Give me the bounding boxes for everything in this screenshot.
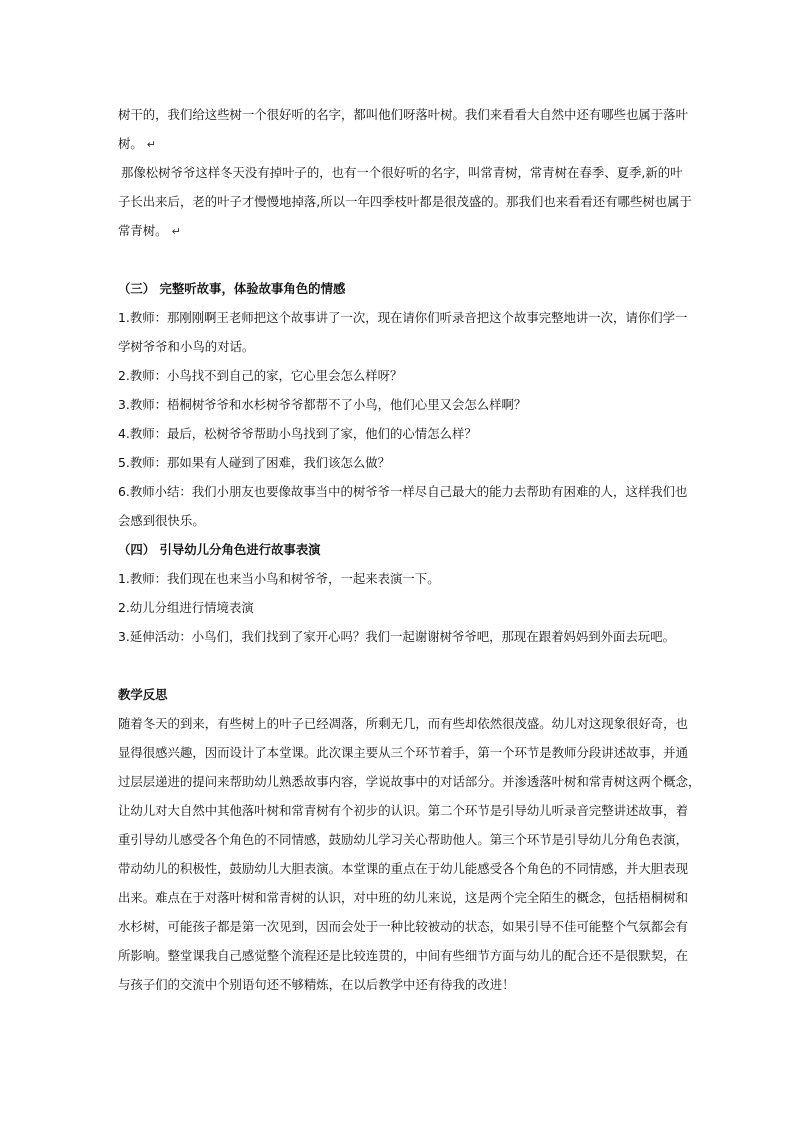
text-line: 显得很感兴趣，因而设计了本堂课。此次课主要从三个环节着手，第一个环节是教师分段讲述故事，并通 — [118, 745, 688, 760]
section-4-title: （四） 引导幼儿分角色进行故事表演 — [118, 542, 321, 557]
text-line: 子长出来后，老的叶子才慢慢地掉落,所以一年四季枝叶都是很茂盛的。那我们也来看看还有哪些树也属于 — [118, 194, 692, 209]
text-line: 4.教师：最后，松树爷爷帮助小鸟找到了家，他们的心情怎么样？ — [118, 426, 477, 441]
text-line: 5.教师：那如果有人碰到了困难，我们该怎么做？ — [118, 455, 391, 470]
intro-section — [118, 100, 692, 245]
text-line: 与孩子们的交流中个别语句还不够精炼，在以后教学中还有待我的改进！ — [118, 977, 515, 992]
text-line — [118, 216, 680, 245]
text-line: 2.教师：小鸟找不到自己的家，它心里会怎么样呀？ — [118, 368, 403, 383]
text-line: 所影响。整堂课我自己感觉整个流程还是比较连贯的，中间有些细节方面与幼儿的配合还不是很默契，在 — [118, 948, 688, 963]
text-line: 6.教师小结：我们小朋友也要像故事当中的树爷爷一样尽自己最大的能力去帮助有困难的人，这样我们也 — [118, 484, 688, 499]
section-4 — [118, 535, 680, 651]
spacer — [118, 245, 680, 274]
text-line: 过层层递进的提问来帮助幼儿熟悉故事内容，学说故事中的对话部分。并渗透落叶树和常青树这两个概念， — [118, 774, 701, 789]
paragraph-mark-icon: ↵ — [146, 138, 156, 151]
text-line — [118, 129, 680, 158]
reflection-title: 教学反思 — [118, 687, 168, 702]
text-line: 带动幼儿的积极性，鼓励幼儿大胆表演。本堂课的重点在于幼儿能感受各个角色的不同情感，并大胆表现 — [118, 861, 688, 876]
text-line: 水杉树，可能孩子都是第一次见到，因而会处于一种比较被动的状态，如果引导不佳可能整个气氛都会有 — [118, 919, 688, 934]
text-line: 学树爷爷和小鸟的对话。 — [118, 339, 255, 354]
paragraph-mark-icon: ↵ — [171, 225, 181, 238]
reflection-section — [118, 680, 701, 999]
text-line: 会感到很快乐。 — [118, 513, 205, 528]
text-line: 重引导幼儿感受各个角色的不同情感，鼓励幼儿学习关心帮助他人。第三个环节是引导幼儿分角色表演， — [118, 832, 688, 847]
text-line: 树干的，我们给这些树一个很好听的名字，都叫他们呀落叶树。我们来看看大自然中还有哪些也属于落叶 — [118, 107, 688, 122]
text-line: 让幼儿对大自然中其他落叶树和常青树有个初步的认识。第二个环节是引导幼儿听录音完整讲述故事，着 — [118, 803, 688, 818]
text-line: 随着冬天的到来，有些树上的叶子已经凋落，所剩无几，而有些却依然很茂盛。幼儿对这现象很好奇，也 — [118, 716, 688, 731]
text-line: 1.教师：我们现在也来当小鸟和树爷爷，一起来表演一下。 — [118, 571, 440, 586]
text-line: 那像松树爷爷这样冬天没有掉叶子的，也有一个很好听的名字，叫常青树，常青树在春季、夏季,新的叶 — [121, 165, 683, 180]
document-page — [118, 100, 701, 999]
text-span: 常青树。 — [118, 223, 168, 238]
section-3-title: （三） 完整听故事，体验故事角色的情感 — [118, 281, 346, 296]
text-line: 1.教师：那刚刚啊王老师把这个故事讲了一次，现在请你们听录音把这个故事完整地讲一次，请你们学一 — [118, 310, 688, 325]
text-line: 出来。难点在于对落叶树和常青树的认识，对中班的幼儿来说，这是两个完全陌生的概念，包括梧桐树和 — [118, 890, 688, 905]
text-span: 树。 — [118, 136, 143, 151]
text-line: 2.幼儿分组进行情境表演 — [118, 600, 254, 615]
text-line: 3.教师：梧桐树爷爷和水杉树爷爷都帮不了小鸟，他们心里又会怎么样啊？ — [118, 397, 527, 412]
text-line: 3.延伸活动：小鸟们，我们找到了家开心吗？我们一起谢谢树爷爷吧，那现在跟着妈妈到外面去玩吧。 — [118, 629, 676, 644]
section-3 — [118, 274, 688, 535]
spacer — [118, 651, 680, 680]
